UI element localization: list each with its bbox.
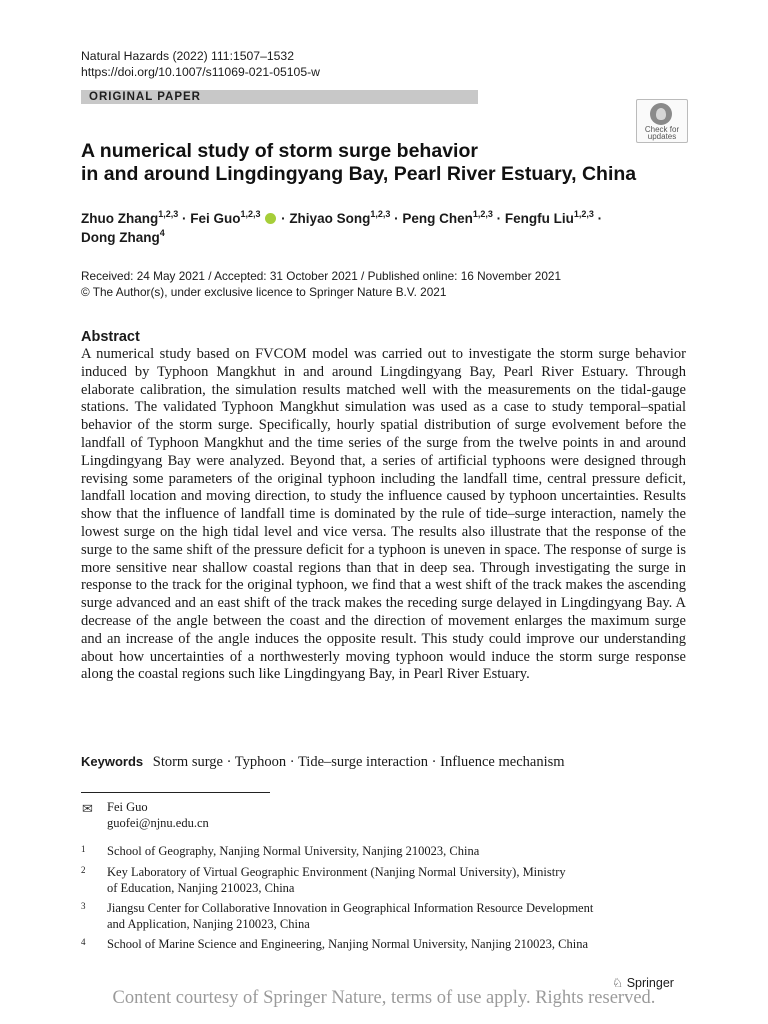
copyright-line: © The Author(s), under exclusive licence to Springer Nature B.V. 2021 xyxy=(81,285,447,299)
author-name[interactable]: Zhiyao Song xyxy=(289,211,371,226)
footnote-divider xyxy=(81,792,270,793)
check-for-updates-badge[interactable] xyxy=(636,99,688,143)
affiliation-text: and Application, Nanjing 210023, China xyxy=(107,917,310,931)
publication-history xyxy=(81,268,561,300)
author-name[interactable]: Dong Zhang xyxy=(81,230,160,245)
journal-citation: Natural Hazards (2022) 111:1507–1532 xyxy=(81,49,294,63)
corresponding-name: Fei Guo xyxy=(107,800,148,814)
author-affiliation: 1,2,3 xyxy=(370,209,391,219)
affiliation-text: School of Geography, Nanjing Normal University, Nanjing 210023, China xyxy=(107,844,480,858)
affiliation-number: 4 xyxy=(81,937,86,947)
corresponding-email[interactable]: guofei@njnu.edu.cn xyxy=(107,816,209,830)
author-list: Zhuo Zhang$^{1,2,3}$ · Fei Guo$^{1,2,3}$ · Zhiyao Song$^{1,2,3}$ · Peng Chen$^{1,2,3}$ · Fengfu Liu$^{1,2,3}$ · Dong Zhang$^4$ xyxy=(81,209,603,245)
courtesy-footer: Content courtesy of Springer Nature, terms of use apply. Rights reserved. xyxy=(112,988,656,1008)
corresponding-author xyxy=(107,799,209,831)
author-affiliation: 1,2,3 xyxy=(158,209,179,219)
author-affiliation: 1,2,3 xyxy=(472,209,493,219)
envelope-icon: ✉ xyxy=(82,801,93,816)
author-name[interactable]: Zhuo Zhang xyxy=(81,211,159,226)
abstract-heading: Abstract xyxy=(81,329,140,345)
affiliation-text: School of Marine Science and Engineering, Nanjing Normal University, Nanjing 210023, China xyxy=(107,937,589,951)
affiliation-text: Key Laboratory of Virtual Geographic Environment (Nanjing Normal University), Ministry xyxy=(107,865,566,879)
springer-horse-icon: ♘ xyxy=(612,976,624,990)
paper-title xyxy=(81,140,681,186)
author-name[interactable]: Fei Guo xyxy=(190,211,241,226)
affiliation-number: 2 xyxy=(81,865,86,875)
doi-link[interactable]: https://doi.org/10.1007/s11069-021-05105-w xyxy=(81,65,320,79)
article-type-label: ORIGINAL PAPER xyxy=(89,91,201,103)
dates-line: Received: 24 May 2021 / Accepted: 31 October 2021 / Published online: 16 November 2021 xyxy=(81,269,562,283)
affiliation-text: of Education, Nanjing 210023, China xyxy=(107,881,295,895)
author-affiliation: 4 xyxy=(159,228,165,238)
orcid-icon[interactable] xyxy=(265,213,276,224)
keywords xyxy=(81,753,565,771)
affiliation-number: 1 xyxy=(81,844,86,854)
check-updates-line1: Check for xyxy=(644,125,680,134)
check-updates-line2: updates xyxy=(647,132,677,141)
affiliation-text: Jiangsu Center for Collaborative Innovation in Geographical Information Resource Development xyxy=(107,901,594,915)
author-name[interactable]: Fengfu Liu xyxy=(504,211,574,226)
affiliation-number: 3 xyxy=(81,901,86,911)
article-type-banner xyxy=(81,90,478,104)
title-line-1: A numerical study of storm surge behavior xyxy=(81,140,478,162)
journal-info xyxy=(81,48,320,80)
keywords-heading: Keywords xyxy=(81,754,144,769)
abstract-body: A numerical study based on FVCOM model was carried out to investigate the storm surge behavior induced by Typhoon Mangkhut in and around Lingdingyang Bay, Pearl River Estuary. Through elaborate calibration, the simulation results matched well with the measurements on the tidal-gauge stations. The validated Typhoon Mangkhut simulation was used as a case to study temporal–spatial behavior of the storm surge. Specifically, hourly spatial distribution of surge evolvement before the landfall of Typhoon Mangkhut and the time series of the surge from the twelve points in and around Lingdingyang Bay were analyzed. Beyond that, a series of artificial typhoons were designed through revising some parameters of the original typhoon including the landfall time, central pressure deficit, landfall location and moving direction, to study the influence caused by typhoon uncertainties. Results show that the influence of landfall time is dominated by the rule of tide–surge interaction, namely the lowest surge on the high tidal level and vice versa. The results also illustrate that the response of the surge to the same shift of the pressure deficit for a typhoon is uneven in space. The response of surge is more sensitive near shallow coastal regions than that in deep sea. Through investigating the surge in response to the track for the original typhoon, we find that a west shift of the track makes the ascending surge advanced and an east shift of the track makes the receding surge delayed in Lingdingyang Bay. A decrease of the angle between the coast and the direction of movement enlarges the maximum surge and an increase of the angle induces the opposite result. This study could improve our understanding about how uncertainties of a northwesterly moving typhoon would induce the storm surge response along the coastal regions such like Lingdingyang Bay, in Pearl River Estuary. xyxy=(81,346,686,683)
publisher-name: Springer xyxy=(626,976,674,990)
title-line-2: in and around Lingdingyang Bay, Pearl River Estuary, China xyxy=(81,163,637,185)
author-affiliation: 1,2,3 xyxy=(240,209,261,219)
author-name[interactable]: Peng Chen xyxy=(402,211,473,226)
keywords-list: Storm surge · Typhoon · Tide–surge interaction · Influence mechanism xyxy=(152,754,565,770)
check-updates-icon xyxy=(650,103,672,125)
author-affiliation: 1,2,3 xyxy=(573,209,594,219)
